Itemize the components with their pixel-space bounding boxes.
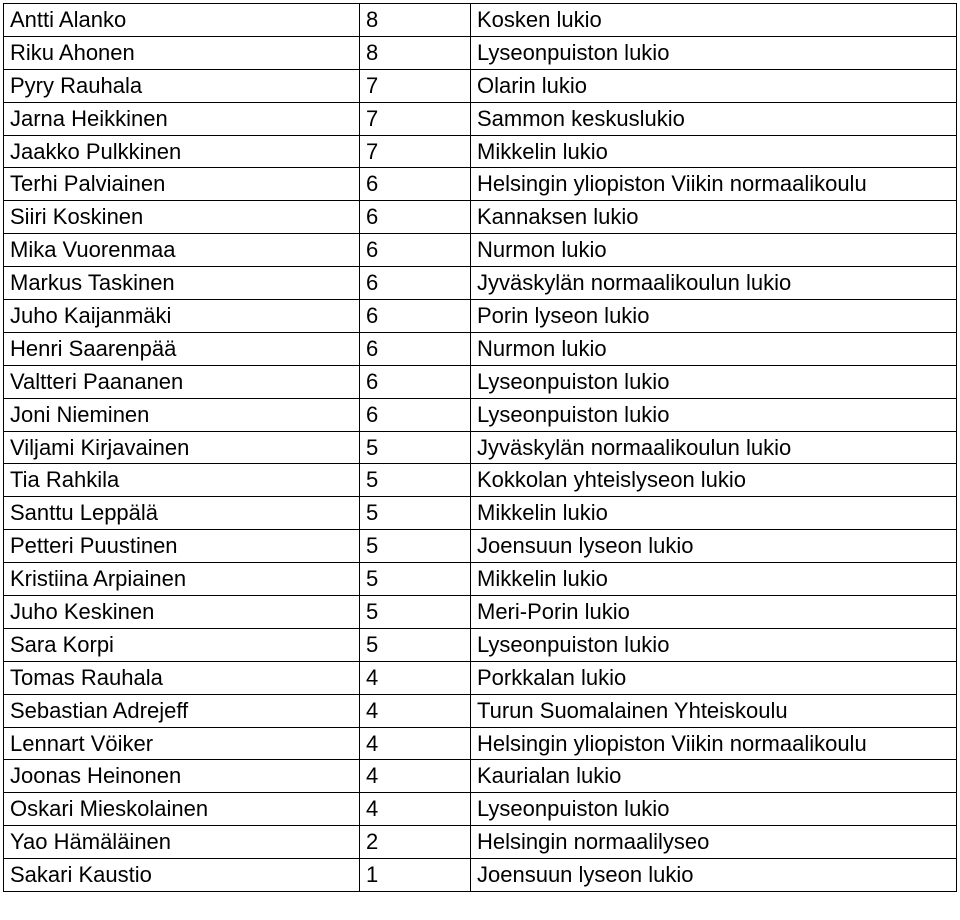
school-cell: Lyseonpuiston lukio <box>471 793 957 826</box>
school-cell: Mikkelin lukio <box>471 135 957 168</box>
score-cell: 6 <box>360 267 471 300</box>
table-row <box>4 530 957 563</box>
table-row <box>4 201 957 234</box>
school-cell: Turun Suomalainen Yhteiskoulu <box>471 694 957 727</box>
score-cell: 5 <box>360 530 471 563</box>
school-cell: Porin lyseon lukio <box>471 300 957 333</box>
score-cell: 5 <box>360 464 471 497</box>
participant-name-cell: Mika Vuorenmaa <box>4 234 360 267</box>
score-cell: 5 <box>360 628 471 661</box>
participant-name-cell: Petteri Puustinen <box>4 530 360 563</box>
table-row <box>4 234 957 267</box>
table-row <box>4 464 957 497</box>
score-cell: 6 <box>360 365 471 398</box>
score-cell: 5 <box>360 497 471 530</box>
score-cell: 6 <box>360 332 471 365</box>
score-cell: 7 <box>360 102 471 135</box>
table-row <box>4 727 957 760</box>
participant-name-cell: Oskari Mieskolainen <box>4 793 360 826</box>
score-cell: 4 <box>360 661 471 694</box>
school-cell: Lyseonpuiston lukio <box>471 365 957 398</box>
table-row <box>4 365 957 398</box>
school-cell: Mikkelin lukio <box>471 563 957 596</box>
score-cell: 5 <box>360 596 471 629</box>
table-row <box>4 69 957 102</box>
table-row <box>4 793 957 826</box>
school-cell: Olarin lukio <box>471 69 957 102</box>
participant-name-cell: Joonas Heinonen <box>4 760 360 793</box>
participant-name-cell: Tia Rahkila <box>4 464 360 497</box>
results-body <box>4 4 957 892</box>
score-cell: 6 <box>360 300 471 333</box>
score-cell: 5 <box>360 431 471 464</box>
school-cell: Lyseonpuiston lukio <box>471 628 957 661</box>
school-cell: Joensuun lyseon lukio <box>471 859 957 892</box>
school-cell: Jyväskylän normaalikoulun lukio <box>471 431 957 464</box>
participant-name-cell: Sara Korpi <box>4 628 360 661</box>
participant-name-cell: Lennart Vöiker <box>4 727 360 760</box>
table-row <box>4 826 957 859</box>
participant-name-cell: Sakari Kaustio <box>4 859 360 892</box>
school-cell: Kannaksen lukio <box>471 201 957 234</box>
school-cell: Meri-Porin lukio <box>471 596 957 629</box>
participant-name-cell: Markus Taskinen <box>4 267 360 300</box>
score-cell: 7 <box>360 69 471 102</box>
table-row <box>4 628 957 661</box>
participant-name-cell: Riku Ahonen <box>4 36 360 69</box>
participant-name-cell: Juho Keskinen <box>4 596 360 629</box>
participant-name-cell: Henri Saarenpää <box>4 332 360 365</box>
table-row <box>4 694 957 727</box>
school-cell: Lyseonpuiston lukio <box>471 36 957 69</box>
table-row <box>4 596 957 629</box>
score-cell: 8 <box>360 36 471 69</box>
table-row <box>4 168 957 201</box>
table-row <box>4 135 957 168</box>
school-cell: Porkkalan lukio <box>471 661 957 694</box>
school-cell: Jyväskylän normaalikoulun lukio <box>471 267 957 300</box>
participant-name-cell: Kristiina Arpiainen <box>4 563 360 596</box>
participant-name-cell: Terhi Palviainen <box>4 168 360 201</box>
table-row <box>4 431 957 464</box>
participant-name-cell: Tomas Rauhala <box>4 661 360 694</box>
table-row <box>4 760 957 793</box>
school-cell: Nurmon lukio <box>471 234 957 267</box>
school-cell: Lyseonpuiston lukio <box>471 398 957 431</box>
school-cell: Kokkolan yhteislyseon lukio <box>471 464 957 497</box>
score-cell: 7 <box>360 135 471 168</box>
table-row <box>4 36 957 69</box>
participant-name-cell: Sebastian Adrejeff <box>4 694 360 727</box>
school-cell: Helsingin yliopiston Viikin normaalikoulu <box>471 168 957 201</box>
participant-name-cell: Viljami Kirjavainen <box>4 431 360 464</box>
participant-name-cell: Jaakko Pulkkinen <box>4 135 360 168</box>
score-cell: 6 <box>360 398 471 431</box>
school-cell: Joensuun lyseon lukio <box>471 530 957 563</box>
school-cell: Helsingin yliopiston Viikin normaalikoulu <box>471 727 957 760</box>
participant-name-cell: Jarna Heikkinen <box>4 102 360 135</box>
table-row <box>4 332 957 365</box>
school-cell: Nurmon lukio <box>471 332 957 365</box>
score-cell: 5 <box>360 563 471 596</box>
score-cell: 6 <box>360 201 471 234</box>
table-row <box>4 102 957 135</box>
table-row <box>4 497 957 530</box>
results-table <box>3 3 957 892</box>
participant-name-cell: Santtu Leppälä <box>4 497 360 530</box>
score-cell: 4 <box>360 760 471 793</box>
score-cell: 2 <box>360 826 471 859</box>
participant-name-cell: Siiri Koskinen <box>4 201 360 234</box>
table-row <box>4 661 957 694</box>
table-row <box>4 300 957 333</box>
table-row <box>4 267 957 300</box>
school-cell: Mikkelin lukio <box>471 497 957 530</box>
school-cell: Kaurialan lukio <box>471 760 957 793</box>
score-cell: 4 <box>360 694 471 727</box>
score-cell: 8 <box>360 4 471 37</box>
score-cell: 4 <box>360 793 471 826</box>
school-cell: Sammon keskuslukio <box>471 102 957 135</box>
table-row <box>4 563 957 596</box>
participant-name-cell: Pyry Rauhala <box>4 69 360 102</box>
school-cell: Kosken lukio <box>471 4 957 37</box>
participant-name-cell: Joni Nieminen <box>4 398 360 431</box>
score-cell: 4 <box>360 727 471 760</box>
table-row <box>4 398 957 431</box>
participant-name-cell: Antti Alanko <box>4 4 360 37</box>
score-cell: 1 <box>360 859 471 892</box>
table-row <box>4 859 957 892</box>
participant-name-cell: Valtteri Paananen <box>4 365 360 398</box>
score-cell: 6 <box>360 234 471 267</box>
score-cell: 6 <box>360 168 471 201</box>
table-row <box>4 4 957 37</box>
participant-name-cell: Juho Kaijanmäki <box>4 300 360 333</box>
school-cell: Helsingin normaalilyseo <box>471 826 957 859</box>
participant-name-cell: Yao Hämäläinen <box>4 826 360 859</box>
